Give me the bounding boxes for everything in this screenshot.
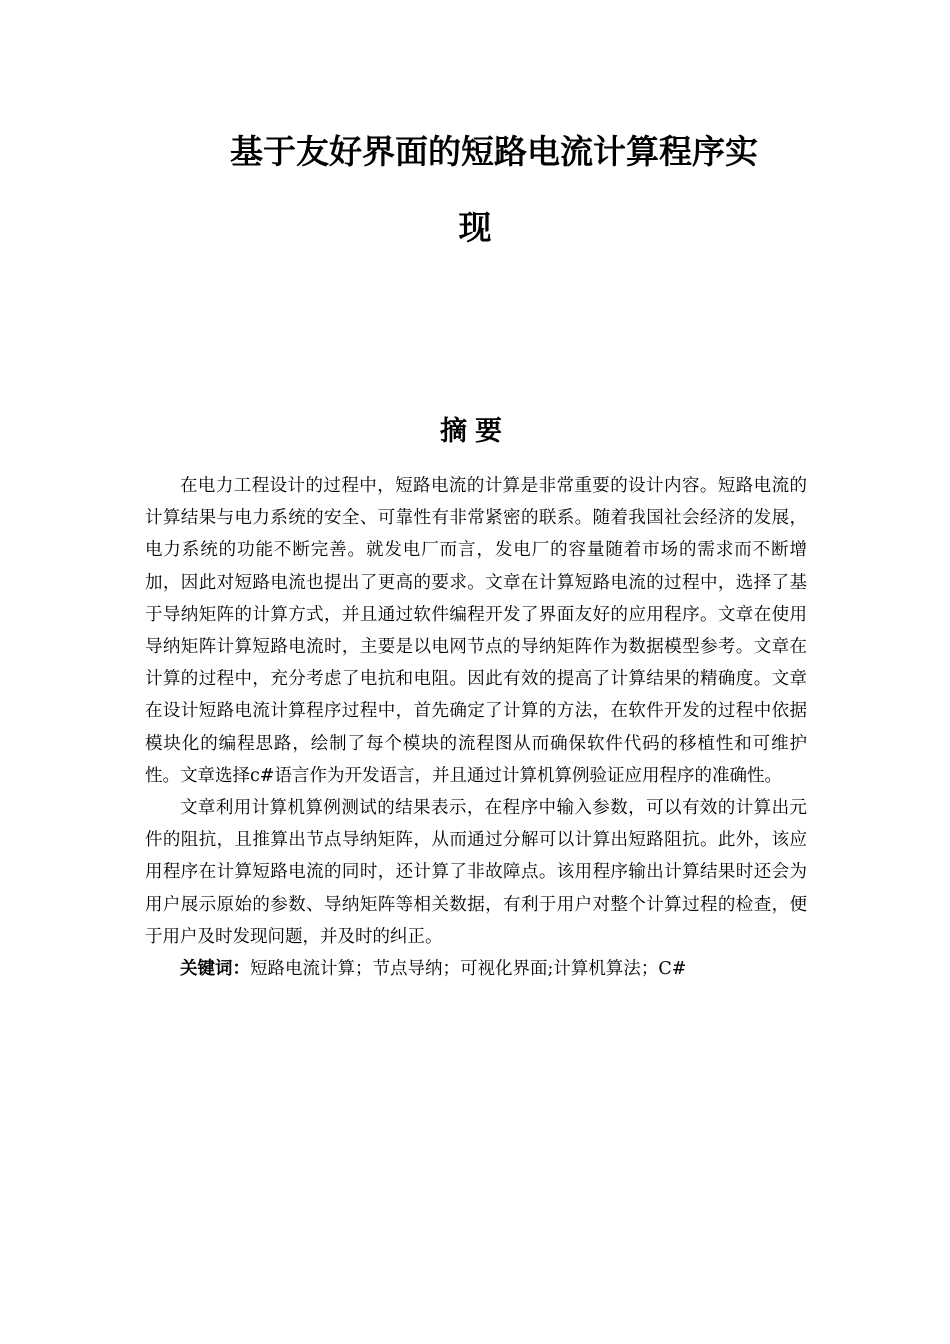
document-title-line-2: 现	[458, 208, 492, 247]
abstract-body	[145, 470, 807, 985]
abstract-paragraph-2: 文章利用计算机算例测试的结果表示，在程序中输入参数，可以有效的计算出元件的阻抗，且推算出节点导纳矩阵，从而通过分解可以计算出短路阻抗。此外，该应用程序在计算短路电流的同时，还计算了非故障点。该用程序输出计算结果时还会为用户展示原始的参数、导纳矩阵等相关数据，有利于用户对整个计算过程的检查，便于用户及时发现问题，并及时的纠正。	[145, 798, 807, 947]
abstract-heading: 摘要	[440, 416, 510, 447]
keywords-label: 关键词：	[180, 959, 250, 980]
keywords-line	[145, 953, 807, 985]
keywords-text: 短路电流计算；节点导纳；可视化界面;计算机算法；C#	[250, 959, 687, 980]
abstract-paragraph-1: 在电力工程设计的过程中，短路电流的计算是非常重要的设计内容。短路电流的计算结果与电力系统的安全、可靠性有非常紧密的联系。随着我国社会经济的发展，电力系统的功能不断完善。就发电厂而言，发电厂的容量随着市场的需求而不断增加，因此对短路电流也提出了更高的要求。文章在计算短路电流的过程中，选择了基于导纳矩阵的计算方式，并且通过软件编程开发了界面友好的应用程序。文章在使用导纳矩阵计算短路电流时，主要是以电网节点的导纳矩阵作为数据模型参考。文章在计算的过程中，充分考虑了电抗和电阻。因此有效的提高了计算结果的精确度。文章在设计短路电流计算程序过程中，首先确定了计算的方法，在软件开发的过程中依据模块化的编程思路，绘制了每个模块的流程图从而确保软件代码的移植性和可维护性。文章选择c#语言作为开发语言，并且通过计算机算例验证应用程序的准确性。	[145, 476, 807, 786]
document-title-line-1: 基于友好界面的短路电流计算程序实	[230, 132, 758, 171]
